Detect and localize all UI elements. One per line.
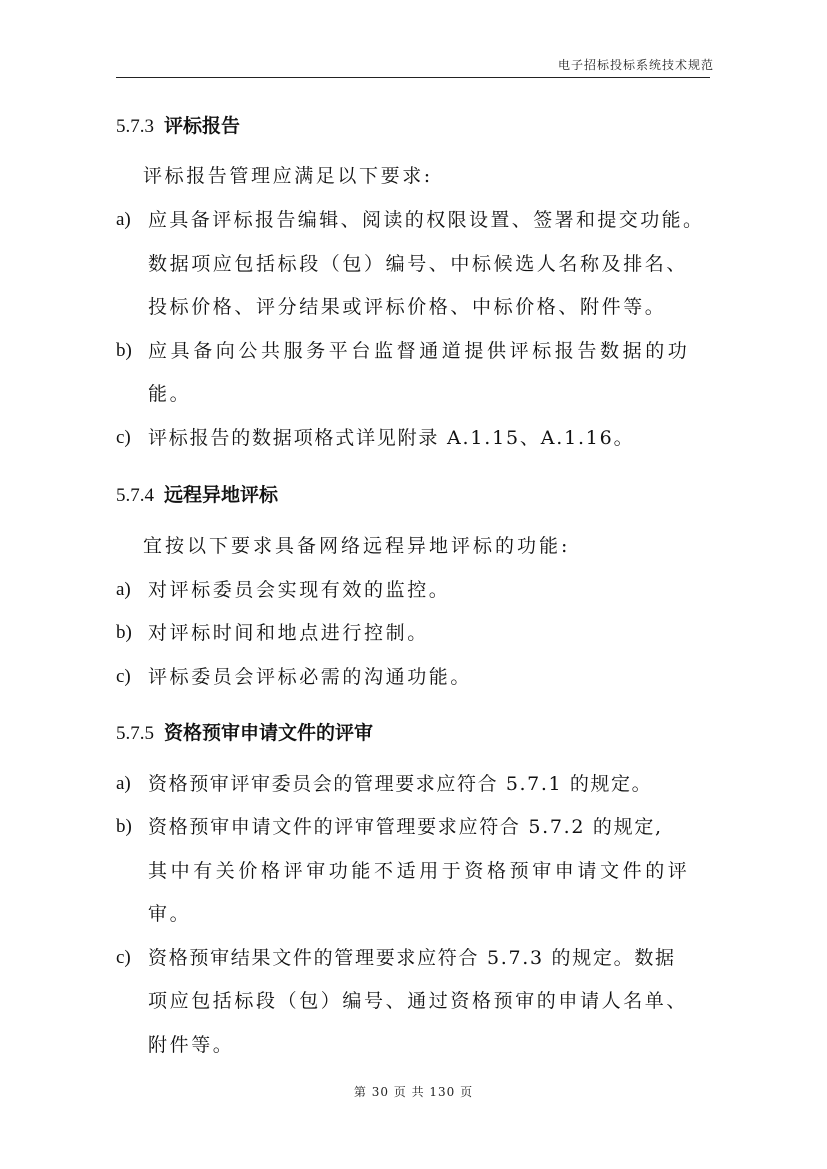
list-marker: c) [116, 947, 131, 968]
list-item-line: 对评标时间和地点进行控制。 [148, 622, 429, 644]
section-heading-5-7-4 [116, 480, 278, 507]
list-item-line: 资格预审结果文件的管理要求应符合 5.7.3 的规定。数据 [148, 947, 676, 969]
list-item-line: 投标价格、评分结果或评标价格、中标价格、附件等。 [148, 296, 667, 318]
list-marker: b) [116, 622, 132, 643]
section-number: 5.7.5 [116, 723, 154, 744]
list-marker: c) [116, 427, 131, 448]
list-item-line: 对评标委员会实现有效的监控。 [148, 579, 451, 601]
list-item-line: 能。 [148, 383, 192, 405]
section-intro: 评标报告管理应满足以下要求: [143, 165, 433, 187]
list-item-line: 资格预审评审委员会的管理要求应符合 5.7.1 的规定。 [148, 773, 653, 795]
section-title: 远程异地评标 [164, 484, 279, 506]
running-header: 电子招标投标系统技术规范 [557, 58, 714, 72]
list-item-line: 资格预审申请文件的评审管理要求应符合 5.7.2 的规定, [148, 816, 663, 838]
list-item-line: 项应包括标段（包）编号、通过资格预审的申请人名单、 [148, 990, 689, 1012]
list-item-line: 附件等。 [148, 1034, 235, 1056]
list-item-line: 应具备向公共服务平台监督通道提供评标报告数据的功 [148, 340, 691, 362]
section-title: 评标报告 [164, 115, 241, 137]
list-marker: b) [116, 816, 132, 837]
section-number: 5.7.3 [116, 116, 154, 137]
list-marker: a) [116, 209, 131, 230]
section-heading-5-7-3 [116, 111, 240, 138]
list-item-line: 其中有关价格评审功能不适用于资格预审申请文件的评 [148, 860, 691, 882]
list-item-line: 评标委员会评标必需的沟通功能。 [148, 666, 473, 688]
section-heading-5-7-5 [116, 718, 373, 745]
list-item-line: 评标报告的数据项格式详见附录 A.1.15、A.1.16。 [148, 427, 635, 449]
section-intro: 宜按以下要求具备网络远程异地评标的功能: [143, 535, 571, 557]
section-number: 5.7.4 [116, 485, 154, 506]
list-marker: b) [116, 340, 132, 361]
list-item-line: 数据项应包括标段（包）编号、中标候选人名称及排名、 [148, 253, 689, 275]
list-item-line: 应具备评标报告编辑、阅读的权限设置、签署和提交功能。 [148, 209, 705, 231]
list-marker: a) [116, 773, 131, 794]
header-rule [116, 77, 710, 78]
section-title: 资格预审申请文件的评审 [164, 722, 374, 744]
list-marker: a) [116, 579, 131, 600]
list-marker: c) [116, 666, 131, 687]
list-item-line: 审。 [148, 903, 192, 925]
page-number-footer: 第 30 页 共 130 页 [353, 1085, 474, 1099]
